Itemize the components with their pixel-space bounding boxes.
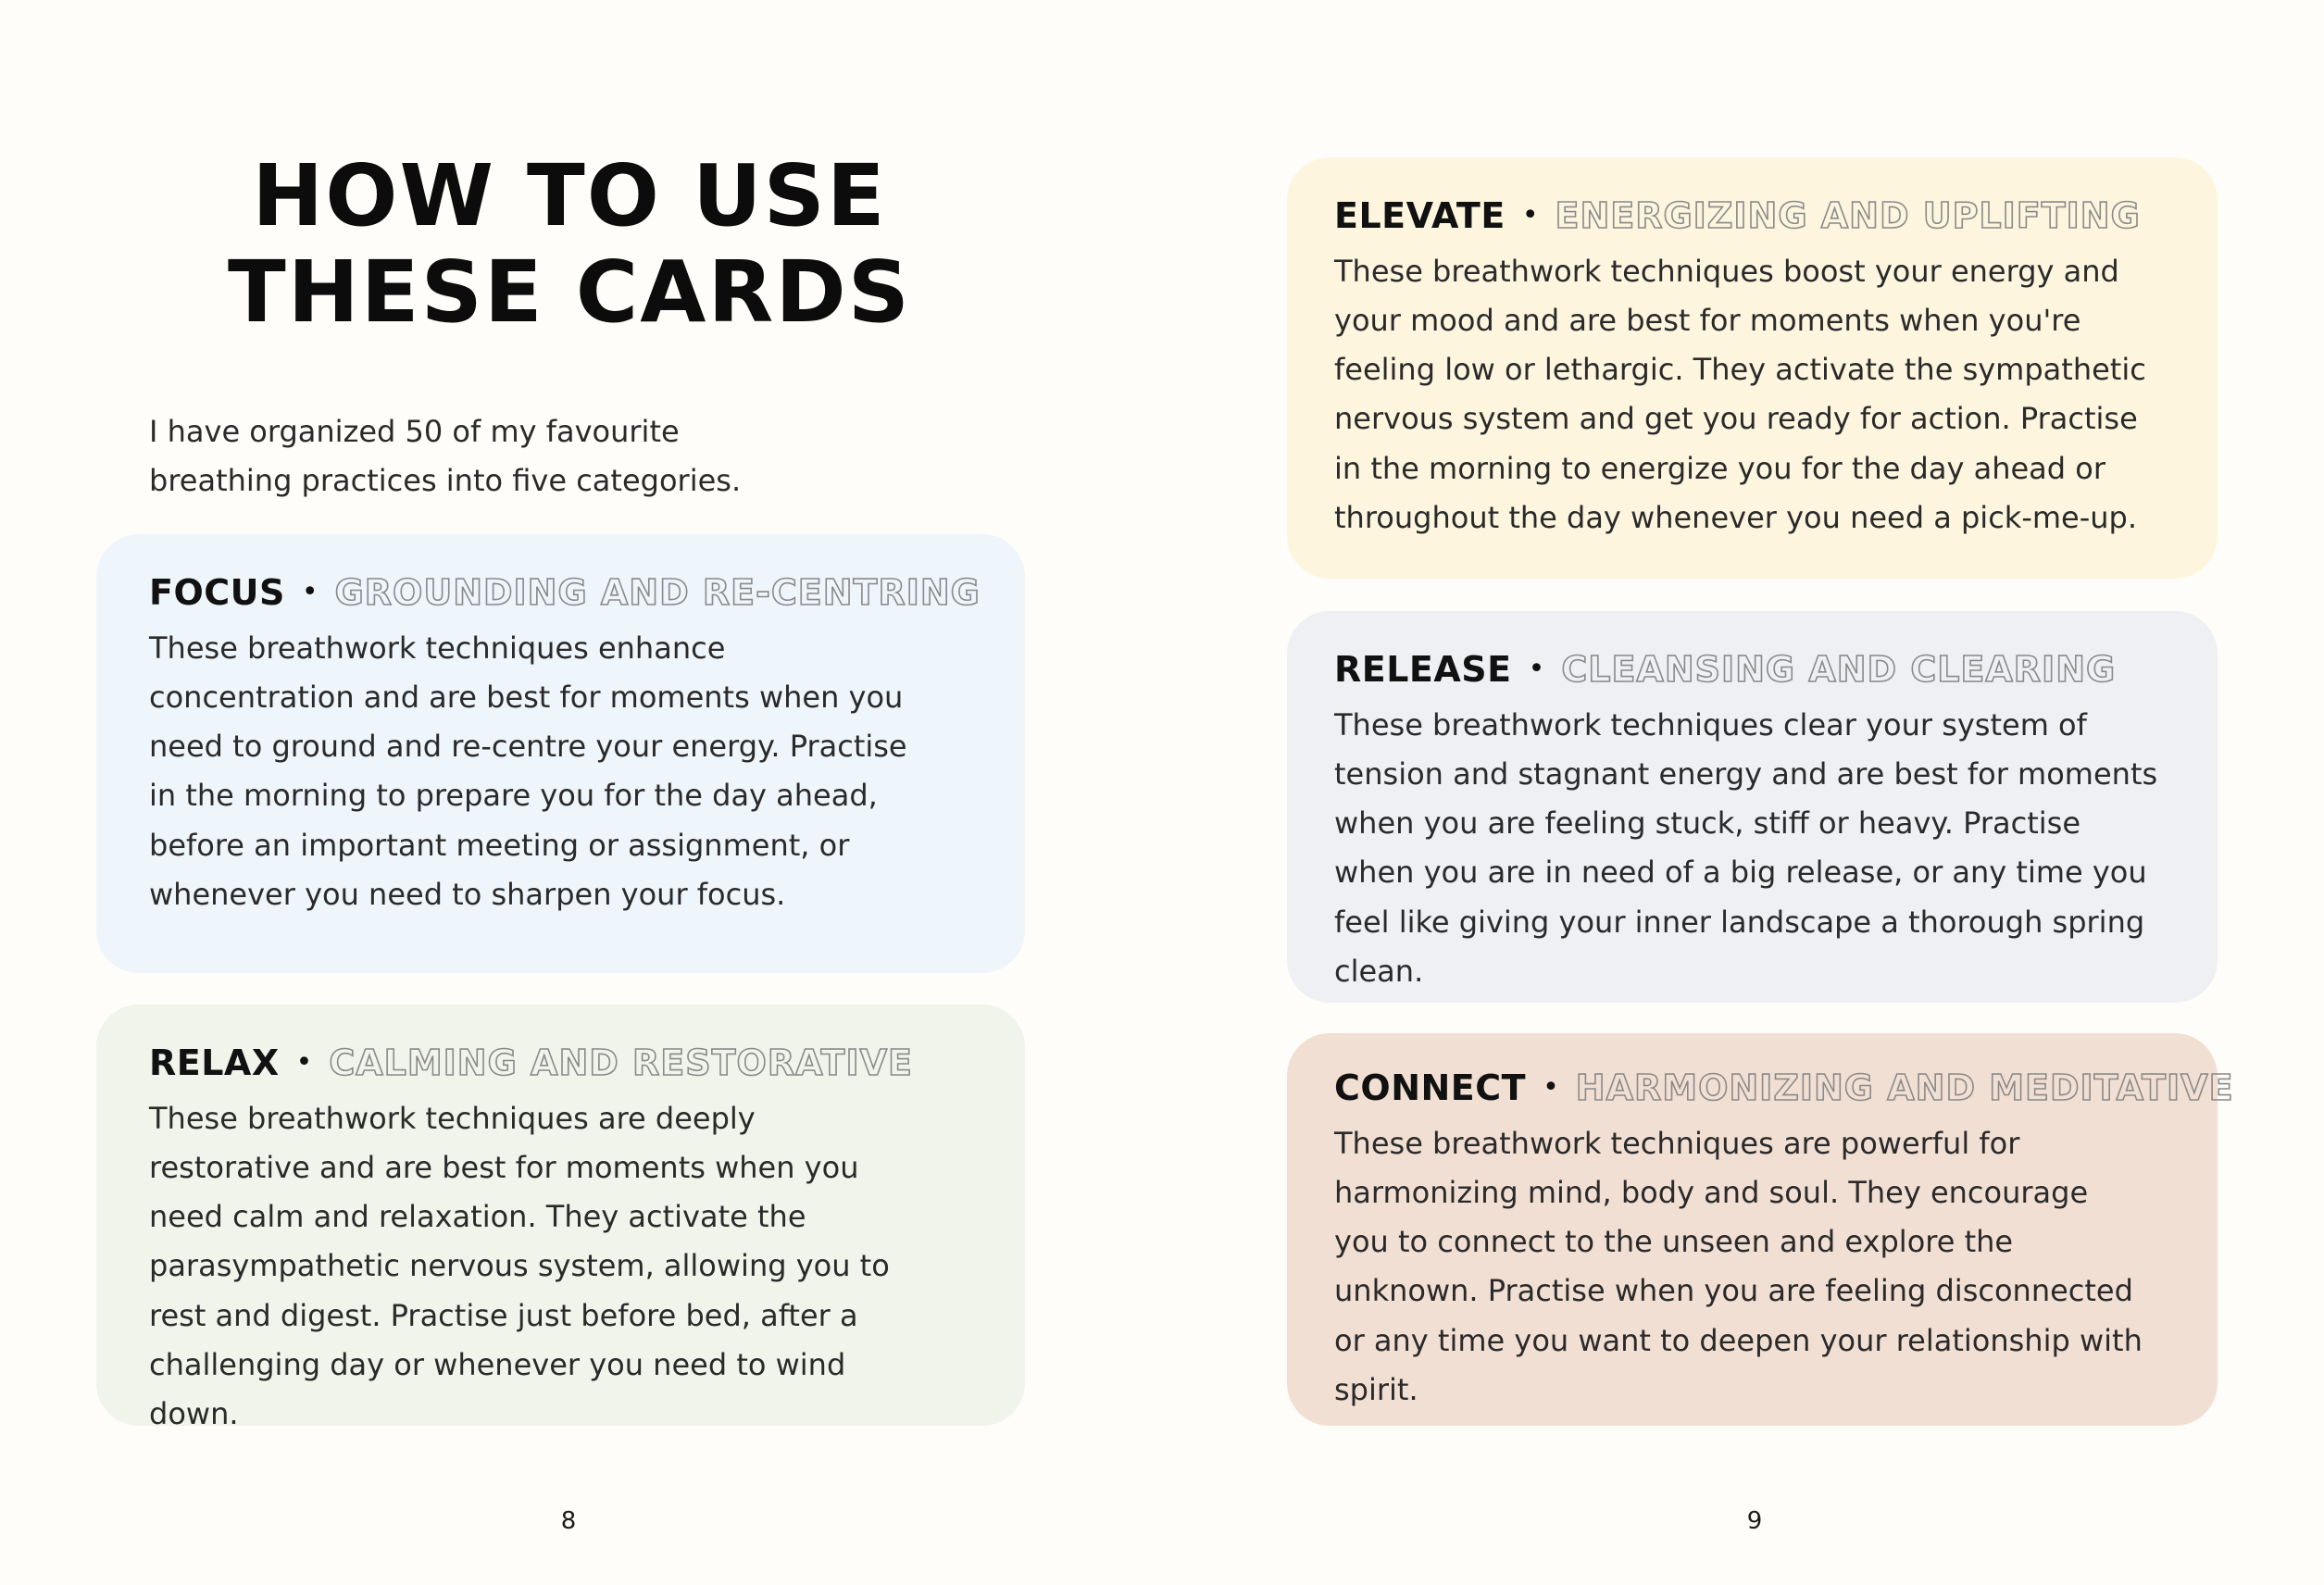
intro-paragraph: I have organized 50 of my favourite breathing practices into five categories.: [149, 414, 742, 498]
category-subtitle: HARMONIZING AND MEDITATIVE: [1575, 1067, 2234, 1108]
card-heading: [1334, 193, 2171, 242]
category-name: RELAX: [149, 1042, 280, 1083]
bullet-separator: •: [1521, 198, 1539, 231]
category-card-elevate: [1287, 157, 2218, 579]
page-title: [120, 148, 1018, 341]
category-description: These breathwork techniques are powerful for harmonizing mind, body and soul. They encourage you to connect to the unseen and explore the unknown. Practise when you are feeling disconnected or any time you want to deepen your relationship with spirit.: [1334, 1125, 2143, 1407]
bullet-separator: •: [1528, 652, 1545, 685]
category-name: FOCUS: [149, 572, 285, 613]
category-card-relax: [96, 1005, 1025, 1432]
category-name: RELEASE: [1334, 649, 1512, 690]
category-description: These breathwork techniques clear your system of tension and stagnant energy and are best for moments when you are feeling stuck, stiff or heavy. Practise when you are in need of a big release, or any time you feel like giving your inner landscape a thorough spring clean.: [1334, 706, 2158, 989]
category-subtitle: ENERGIZING AND UPLIFTING: [1555, 195, 2141, 236]
category-card-release: [1287, 611, 2218, 1003]
page-number-left: 8: [560, 1507, 577, 1535]
category-name: CONNECT: [1334, 1067, 1527, 1108]
bullet-separator: •: [301, 575, 319, 608]
category-subtitle: CLEANSING AND CLEARING: [1561, 649, 2117, 690]
category-description: These breathwork techniques enhance concentration and are best for moments when you need to ground and re-centre your energy. Practise in the morning to prepare you for the day ahead, before an important meeting or assignment, or whenever you need to sharpen your focus.: [149, 630, 907, 912]
category-card-connect: [1287, 1033, 2234, 1426]
card-heading: [149, 1040, 979, 1089]
category-subtitle: GROUNDING AND RE-CENTRING: [334, 572, 981, 613]
bullet-separator: •: [1543, 1070, 1559, 1104]
category-subtitle: CALMING AND RESTORATIVE: [329, 1042, 913, 1083]
category-name: ELEVATE: [1334, 195, 1506, 236]
bullet-separator: •: [295, 1045, 313, 1079]
page-number-right: 9: [1746, 1507, 1763, 1535]
category-card-focus: [96, 534, 1025, 973]
card-heading: [1334, 646, 2171, 695]
title-line-1: HOW TO USE: [252, 146, 887, 245]
card-heading: [1334, 1065, 2234, 1114]
category-description: These breathwork techniques boost your energy and your mood and are best for moments when you're feeling low or lethargic. They activate the sympathetic nervous system and get you ready for action. Practise in the morning to energize you for the day ahead or throughout the day whenever you need a pick-me-up.: [1334, 253, 2146, 535]
category-description: These breathwork techniques are deeply restorative and are best for moments when you need calm and relaxation. They activate the parasympathetic nervous system, allowing you to rest and digest. Practise just before bed, after a challenging day or whenever you need to wind down.: [149, 1100, 890, 1432]
title-line-2: THESE CARDS: [228, 243, 911, 342]
card-heading: [149, 569, 979, 618]
